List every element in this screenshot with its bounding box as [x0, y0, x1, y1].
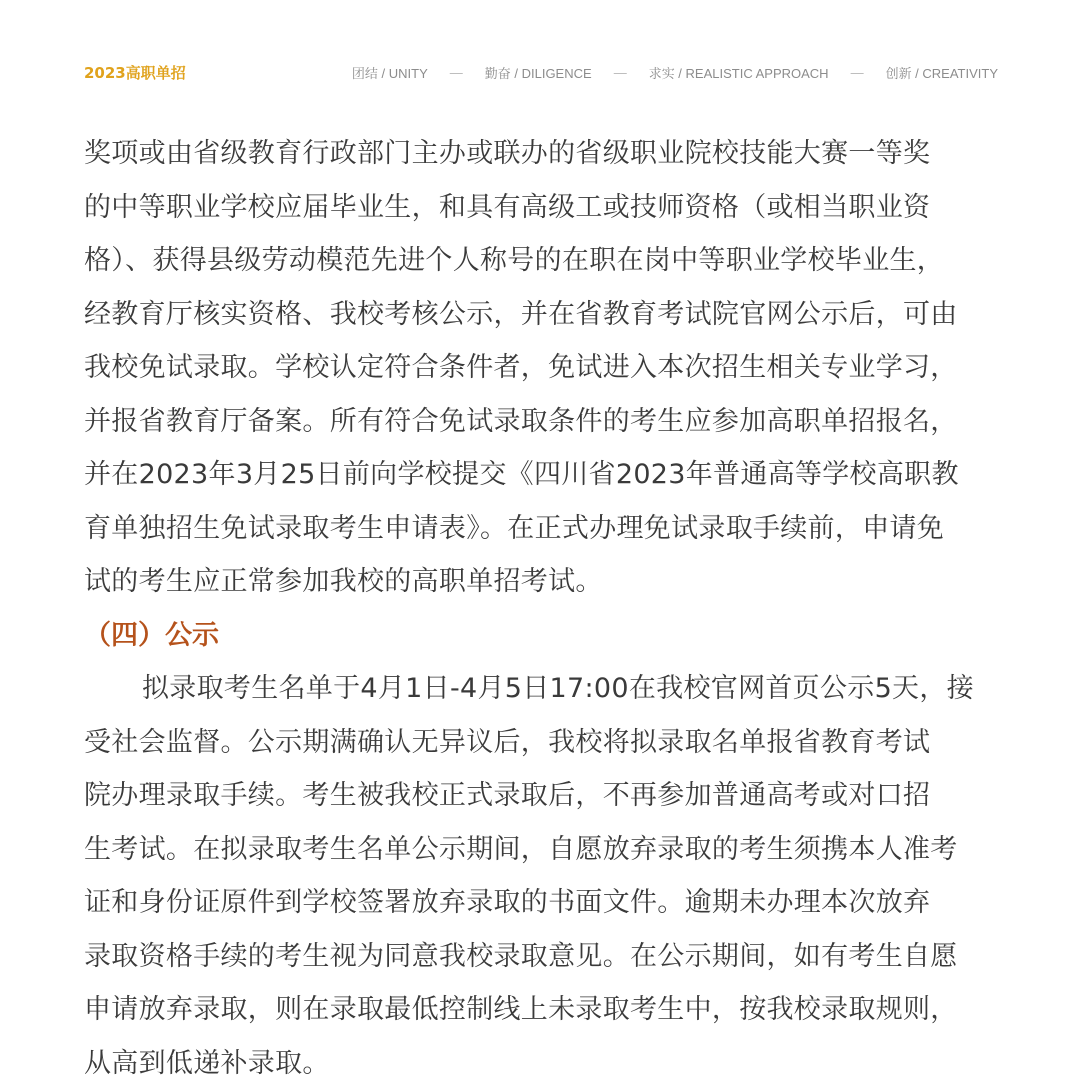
text-line: 并报省教育厅备案。所有符合免试录取条件的考生应参加高职单招报名， [84, 395, 1004, 449]
text-line: 格）、获得县级劳动模范先进个人称号的在职在岗中等职业学校毕业生， [84, 234, 1004, 288]
motto-creativity: 创新 / CREATIVITY [886, 63, 998, 82]
page-header [84, 60, 998, 84]
text-line: 生考试。在拟录取考生名单公示期间，自愿放弃录取的考生须携本人准考 [84, 823, 1004, 877]
text-line: 录取资格手续的考生视为同意我校录取意见。在公示期间，如有考生自愿 [84, 930, 1004, 984]
text-line: 院办理录取手续。考生被我校正式录取后，不再参加普通高考或对口招 [84, 769, 1004, 823]
text-line: 受社会监督。公示期满确认无异议后，我校将拟录取名单报省教育考试 [84, 716, 1004, 770]
text-line: 并在2023年3月25日前向学校提交《四川省2023年普通高等学校高职教 [84, 448, 1004, 502]
motto-unity: 团结 / UNITY [352, 63, 428, 82]
motto-realistic: 求实 / REALISTIC APPROACH [649, 63, 829, 82]
text-line: 奖项或由省级教育行政部门主办或联办的省级职业院校技能大赛一等奖 [84, 127, 1004, 181]
motto-separator: — [851, 65, 864, 80]
paragraph-exemption [84, 127, 1004, 609]
text-line: 育单独招生免试录取考生申请表》。在正式办理免试录取手续前，申请免 [84, 502, 1004, 556]
text-line: 申请放弃录取，则在录取最低控制线上未录取考生中，按我校录取规则， [84, 983, 1004, 1037]
motto-bar [352, 63, 998, 82]
motto-separator: — [614, 65, 627, 80]
section-heading: （四）公示 [84, 609, 1004, 663]
text-line: 经教育厅核实资格、我校考核公示，并在省教育考试院官网公示后，可由 [84, 288, 1004, 342]
brand-title: 2023高职单招 [84, 62, 186, 83]
document-body [84, 127, 1004, 1090]
paragraph-publicity [84, 662, 1004, 1090]
text-line: 拟录取考生名单于4月1日-4月5日17:00在我校官网首页公示5天，接 [84, 662, 1004, 716]
text-line: 试的考生应正常参加我校的高职单招考试。 [84, 555, 1004, 609]
text-line: 证和身份证原件到学校签署放弃录取的书面文件。逾期未办理本次放弃 [84, 876, 1004, 930]
motto-separator: — [450, 65, 463, 80]
text-line: 我校免试录取。学校认定符合条件者，免试进入本次招生相关专业学习， [84, 341, 1004, 395]
text-line: 从高到低递补录取。 [84, 1037, 1004, 1090]
motto-diligence: 勤奋 / DILIGENCE [485, 63, 592, 82]
text-line: 的中等职业学校应届毕业生，和具有高级工或技师资格（或相当职业资 [84, 181, 1004, 235]
